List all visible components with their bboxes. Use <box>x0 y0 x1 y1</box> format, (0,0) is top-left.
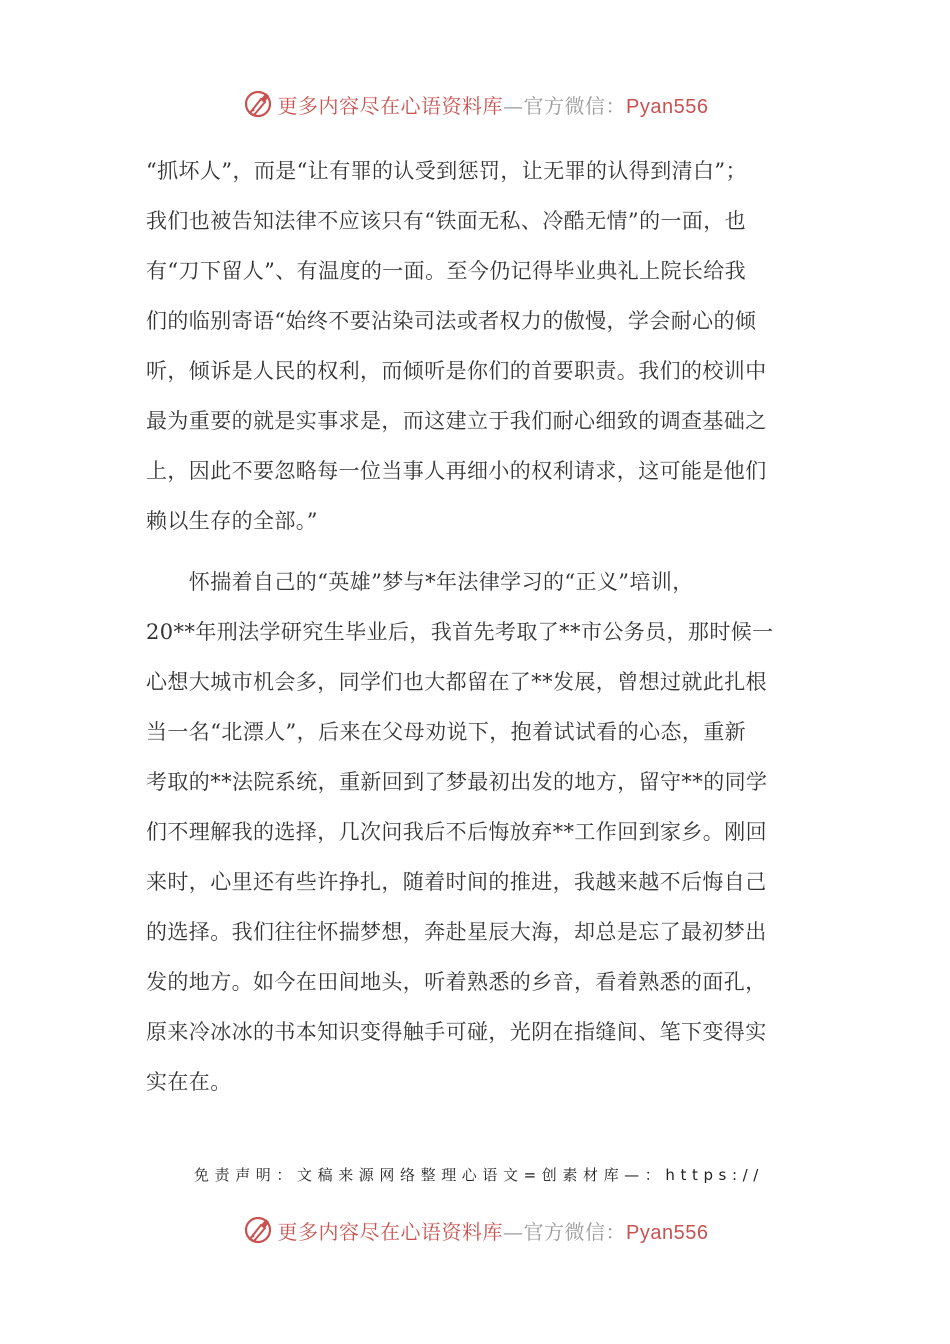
text-line: 当一名“北漂人”，后来在父母劝说下，抱着试试看的心态，重新 <box>146 720 747 744</box>
disclaimer-text: 免责声明：文稿来源网络整理心语文=创素材库—：https:// <box>194 1166 764 1184</box>
paragraph-2 <box>146 557 806 1107</box>
header-banner <box>0 84 950 124</box>
header-banner-text <box>278 90 709 119</box>
header-banner-wechat-label: —官方微信： <box>503 93 627 118</box>
text-line: 20**年刑法学研究生毕业后，我首先考取了**市公务员，那时候一 <box>146 620 774 644</box>
text-line: 发的地方。如今在田间地头，听着熟悉的乡音，看着熟悉的面孔， <box>146 970 767 994</box>
text-line: 怀揣着自己的“英雄”梦与*年法律学习的“正义”培训， <box>146 570 694 594</box>
text-line: 们的临别寄语“始终不要沾染司法或者权力的傲慢，学会耐心的倾 <box>146 309 757 333</box>
text-line: 赖以生存的全部。” <box>146 509 318 533</box>
footer-banner-wechat-label: —官方微信： <box>503 1219 627 1244</box>
text-line: 听，倾诉是人民的权利，而倾听是你们的首要职责。我们的校训中 <box>146 359 767 383</box>
text-line: 有“刀下留人”、有温度的一面。至今仍记得毕业典礼上院长给我 <box>146 259 747 283</box>
text-line: 实在在。 <box>146 1070 232 1094</box>
text-line: 们不理解我的选择，几次问我后不后悔放弃**工作回到家乡。刚回 <box>146 820 767 844</box>
text-line: 考取的**法院系统，重新回到了梦最初出发的地方，留守**的同学 <box>146 770 768 794</box>
text-line: 我们也被告知法律不应该只有“铁面无私、冷酷无情”的一面，也 <box>146 209 747 233</box>
footer-banner-handle: Pyan556 <box>626 1221 709 1244</box>
header-banner-handle: Pyan556 <box>626 95 709 118</box>
pen-nib-circle-icon <box>242 88 274 120</box>
text-line: 来时，心里还有些许挣扎，随着时间的推进，我越来越不后悔自己 <box>146 870 767 894</box>
pen-nib-circle-icon <box>242 1214 274 1246</box>
paragraph-1 <box>146 146 806 546</box>
footer-banner <box>0 1210 950 1250</box>
header-banner-title: 更多内容尽在心语资料库 <box>277 93 504 118</box>
text-line: 原来冷冰冰的书本知识变得触手可碰，光阴在指缝间、笔下变得实 <box>146 1020 767 1044</box>
text-line: 的选择。我们往往怀揣梦想，奔赴星辰大海，却总是忘了最初梦出 <box>146 920 767 944</box>
text-line: 最为重要的就是实事求是，而这建立于我们耐心细致的调查基础之 <box>146 409 767 433</box>
footer-banner-title: 更多内容尽在心语资料库 <box>277 1219 504 1244</box>
footer-banner-text <box>278 1216 709 1245</box>
text-line: “抓坏人”，而是“让有罪的认受到惩罚，让无罪的认得到清白”； <box>146 159 747 183</box>
text-line: 上，因此不要忽略每一位当事人再细小的权利请求，这可能是他们 <box>146 459 767 483</box>
text-line: 心想大城市机会多，同学们也大都留在了**发展，曾想过就此扎根 <box>146 670 767 694</box>
